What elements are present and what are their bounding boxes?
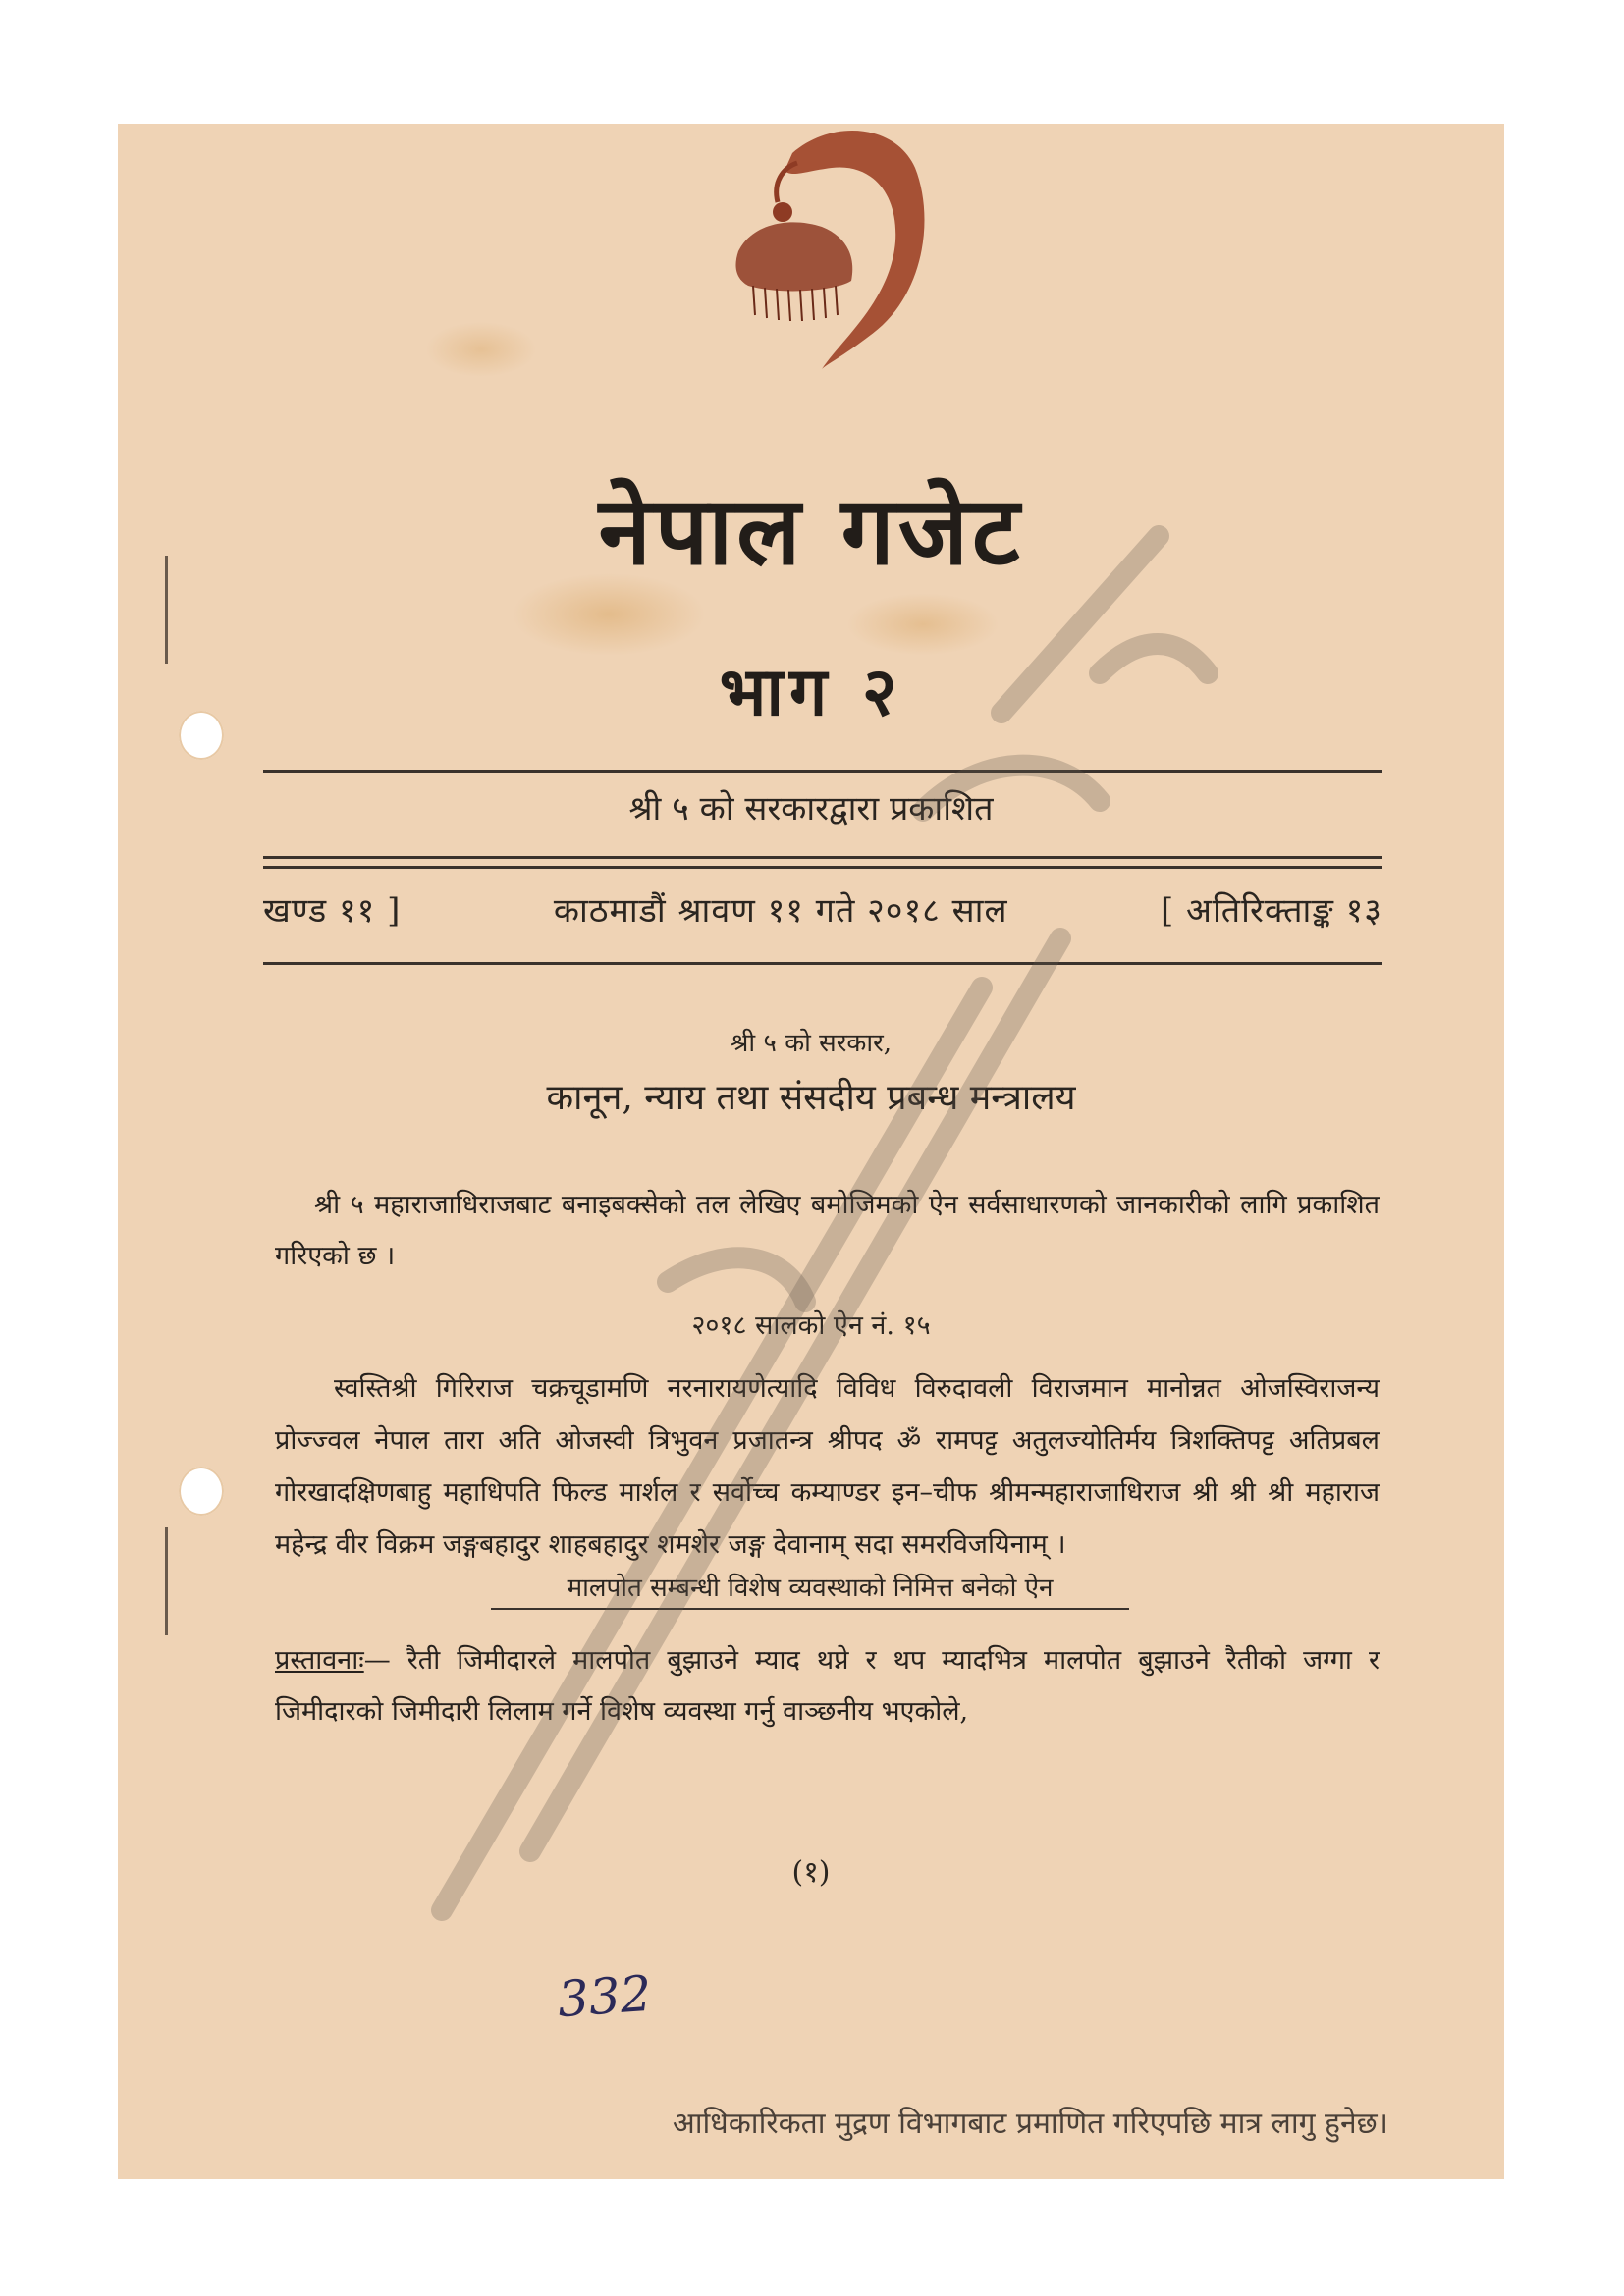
intro-paragraph [275, 1180, 1380, 1282]
intro-text: श्री ५ महाराजाधिराजबाट बनाइबक्सेको तल लेखिए बमोजिमको ऐन सर्वसाधारणको जानकारीको लागि प्रकाशित गरिएको छ । [275, 1190, 1380, 1271]
issue-line [263, 889, 1382, 933]
preamble-paragraph [275, 1635, 1380, 1737]
rule-double-a [263, 856, 1382, 859]
pin-mark-bottom [165, 1527, 168, 1635]
rule-bottom [263, 962, 1382, 965]
extra-issue-number: [ अतिरिक्ताङ्क १३ [1160, 891, 1382, 931]
punch-hole-bottom [179, 1467, 224, 1516]
publisher-line: श्री ५ को सरकारद्वारा प्रकाशित [628, 789, 994, 828]
rule-top [263, 770, 1382, 773]
royal-titles-text: स्वस्तिश्री गिरिराज चक्रचूडामणि नरनारायणेत्यादि विविध विरुदावली विराजमान मानोन्नत ओजस्विराजन्य प्रोज्ज्वल नेपाल तारा अति ओजस्वी त्रिभुवन प्रजातन्त्र श्रीपद ॐ रामपट्ट अतुलज्योतिर्मय त्रिशक्तिपट्ट अतिप्रबल गोरखादक्षिणबाहु महाधिपति फिल्ड मार्शल र सर्वोच्च कम्याण्डर इन–चीफ श्रीमन्महाराजाधिराज श्री श्री श्री महाराज महेन्द्र वीर विक्रम जङ्गबहादुर शाहबहादुर शमशेर जङ्ग देवानाम् सदा समरविजयिनाम् । [275, 1373, 1380, 1560]
act-number: २०१८ सालको ऐन नं. १५ [691, 1310, 931, 1341]
royal-crown-emblem-icon [724, 124, 949, 379]
gazette-page [118, 124, 1504, 2179]
volume-number: खण्ड ११ ] [263, 891, 402, 931]
place-and-date: काठमाडौं श्रावण ११ गते २०१८ साल [553, 891, 1008, 931]
ministry-heading: कानून, न्याय तथा संसदीय प्रबन्ध मन्त्रालय [546, 1078, 1076, 1118]
rule-double-b [263, 866, 1382, 869]
royal-titles-paragraph [275, 1362, 1380, 1571]
preamble-label: प्रस्तावनाः [275, 1645, 364, 1676]
page-number: (१) [791, 1855, 831, 1890]
preamble-text: — रैती जिमीदारले मालपोत बुझाउने म्याद थप्ने र थप म्यादभित्र मालपोत बुझाउने रैतीको जग्गा र जिमीदारको जिमीदारी लिलाम गर्ने विशेष व्यवस्था गर्नु वाञ्छनीय भएकोले, [275, 1645, 1380, 1727]
handwritten-number: 332 [556, 1964, 654, 2029]
act-subject-title: मालपोत सम्बन्धी विशेष व्यवस्थाको निमित्त बनेको ऐन [491, 1569, 1129, 1610]
gazette-title: नेपाल गजेट [598, 476, 1024, 586]
government-heading: श्री ५ को सरकार, [731, 1029, 892, 1058]
gazette-part: भाग २ [719, 654, 903, 731]
footer-authenticity-note: आधिकारिकता मुद्रण विभागबाट प्रमाणित गरिएपछि मात्र लागु हुनेछ। [672, 2107, 1388, 2141]
